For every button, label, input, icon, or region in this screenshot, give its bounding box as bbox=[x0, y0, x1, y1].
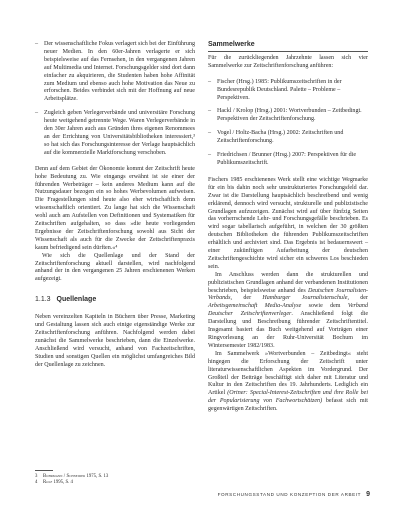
footnote-author: Rolf bbox=[43, 480, 53, 486]
footnote-divider bbox=[35, 470, 53, 471]
right-column bbox=[208, 41, 368, 414]
subsection-heading: Sammelwerke bbox=[208, 41, 255, 48]
paragraph: Denn auf dem Gebiet der Ökonomie kommt der Zeitschrift heute hohe Bedeutung zu. Wie eingangs erwähnt ist sie einer der führenden Werbeträger – kein anderes Medium kann auf die Nutzungsdauer bezogen ein so hohes Werbevolumen aufweisen. Die Fragestellungen sind heute also eher wirtschaftlich denn wissenschaftlich orientiert. Zu lange hat sich die Wissenschaft wohl auch am Aufstellen von Definitionen und Systematiken für Zeitschriften aufgehalten, so dass »die heute vorliegenden Ergebnisse der Zeitschriftenforschung sowohl aus Sicht der Wissenschaft als auch für die Zwecke der Zeitschriftenpraxis kaum befriedigend sein dürften.«⁴ bbox=[35, 165, 195, 251]
paragraph: Für die zurückliegenden Jahrzehnte lassen sich vier Sammelwerke zur Zeitschriftenforschung anführen: bbox=[208, 54, 368, 69]
bullet-text: Der wissenschaftliche Fokus verlagert sich bei der Einführung neuer Medien. In den 60er-Jahren verlagerte er sich beispielsweise auf das Fernsehen, in den vergangenen Jahren auf Multimedia und Internet. Forschungsgelder sind dort dann einfacher zu akquirieren, die Studenten haben hohe Affinität zum Medium und ebenso auch hohe Motivation das Neue zu erforschen. Beides verbindet sich mit der Hoffnung auf neue Arbeitsplätze. bbox=[44, 41, 195, 103]
paragraph: Fischers 1985 erschienenes Werk stellt eine wichtige Wegmarke für ein bis dahin noch sehr unstrukturiertes Forschungsfeld dar. Zwar ist die Darstellung hauptsächlich beschreibend und wenig erklärend, dennoch wird versucht, strukturelle und publizistische Grundlagen aufzuzeigen. Zunächst wird auf über fünfzig Seiten das vorherrschende Lehr- und Forschungsgefälle beschrieben. Es wird sogar tabellarisch aufgeführt, in welchen der 30 größten deutschen Bibliotheken die führenden Publikumszeitschriften erhältlich und archiviert sind. Das Ergebnis ist bedauernswert – einer zukünftigen Aufarbeitung der deutschen Zeitschriftengeschichte wird sicher ein schweres Los beschieden sein. bbox=[208, 176, 368, 270]
reference-text: Hackl / Krolop (Hrsg.) 2001: Wortverbunden – Zeitbedingt. Perspektiven der Zeitschriftenforschung. bbox=[217, 108, 362, 123]
footnote bbox=[35, 480, 195, 486]
reference-text: Vogel / Holtz-Bacha (Hrsg.) 2002: Zeitschriften und Zeitschriftenforschung. bbox=[217, 130, 344, 145]
heading-divider bbox=[208, 51, 368, 52]
list-item bbox=[208, 108, 368, 124]
footnote-number: 3 bbox=[35, 474, 38, 479]
running-footer-label: FORSCHUNGSSTAND UND KONZEPTION DER ARBEIT bbox=[217, 492, 362, 497]
list-item bbox=[35, 110, 195, 157]
paragraph: Im Anschluss werden dann die strukturellen und publizistischen Grundlagen anhand der verbandenen Institutionen beschrieben, beispielsweise anhand des Deutschen Journalisten-Verbands, der Hamburger Journalistenschule, der Arbeitsgemeinschaft Media-Analyse sowie dem Verband Deutscher Zeitschriftenverleger. Anschließend folgt die Darstellung und Beschreibung führender Zeitschriftentitel. Insgesamt basiert das Buch weitgehend auf Vorträgen einer Ringvorlesung an der Ruhr-Universität Bochum im Wintersemester 1982/1983. bbox=[208, 271, 369, 349]
footnote-text: 1995, S. 4 bbox=[52, 480, 73, 486]
list-item bbox=[208, 130, 368, 146]
reference-text: Fischer (Hrsg.) 1985: Publikumszeitschriften in der Bundesrepublik Deutschland. Palette – Probleme – Perspektiven. bbox=[217, 78, 342, 101]
paragraph: Neben vereinzelten Kapiteln in Büchern über Presse, Marketing und Gestaltung lassen sich auch einige eigenständige Werke zur Zeitschriftenforschung anführen. Nachfolgend werden dabei zunächst die Sammelwerke beschrieben, dann die Einzelwerke. Anschließend wird versucht, anhand von Fachzeitschriften, Studien und sonstigen Quellen ein möglichst umfangreiches Bild der Quellenlage zu zeichnen. bbox=[35, 314, 195, 368]
footnote-text: 1975, S. 13 bbox=[85, 474, 109, 479]
section-heading bbox=[35, 296, 195, 304]
footnote-number: 4 bbox=[35, 480, 38, 486]
bullet-dash: – bbox=[35, 41, 39, 47]
list-item bbox=[35, 41, 195, 104]
paragraph: Im Sammelwerk »Wortverbunden – Zeitbedingt« steht hingegen die Erforschung der Zeitschrift unter literaturwissenschaftlichen Aspekten im Vordergrund. Der Großteil der Beiträge beschäftigt sich daher mit Literatur und Kultur in den Zeitschriften des 19. Jahrhunderts. Lediglich ein Artikel (Ortner: Special-Interest-Zeitschriften und ihre Rolle bei der Popularisierung von Fachwortschätzen) befasst sich mit gegenwärtigen Zeitschriften. bbox=[208, 350, 368, 413]
reference-text: Friedrichsen / Brunner (Hrsg.) 2007: Perspektiven für die Publikumszeitschrift. bbox=[217, 152, 357, 166]
footnotes bbox=[35, 470, 195, 486]
paragraph: Wie sich die Quellenlage und der Stand der Zeitschriftenforschung aktuell darstellen, wird nachfolgend anhand der in den vergangenen 25 Jahren erschienenen Werken aufgezeigt. bbox=[35, 252, 195, 283]
section-title: Quellenlage bbox=[56, 296, 97, 304]
page-footer bbox=[218, 491, 370, 498]
page-number: 9 bbox=[366, 491, 370, 498]
left-column bbox=[35, 41, 195, 370]
bullet-dash: – bbox=[208, 108, 212, 115]
list-item bbox=[208, 79, 368, 103]
footnote-author: Bohrmann / Schneider bbox=[43, 474, 86, 479]
bullet-dash: – bbox=[35, 110, 39, 117]
bullet-dash: – bbox=[208, 152, 212, 159]
list-item bbox=[208, 152, 368, 168]
section-number: 1.1.3 bbox=[35, 296, 51, 304]
bullet-text: Zugleich geben Verlegerverbände und universitäre Forschung heute weitgehend getrennte Wege. Waren Verlegerverbände in den 30er Jahren auch aus Gründen ihres eigenen Renommees an der Errichtung von Universitätsbibliotheken interessiert,³ so hat sich das Forschungsinteresse der Verlage hauptsächlich auf die kommerzielle Marktforschung verschoben. bbox=[44, 110, 195, 156]
bullet-dash: – bbox=[208, 78, 212, 85]
bullet-dash: – bbox=[208, 130, 212, 137]
